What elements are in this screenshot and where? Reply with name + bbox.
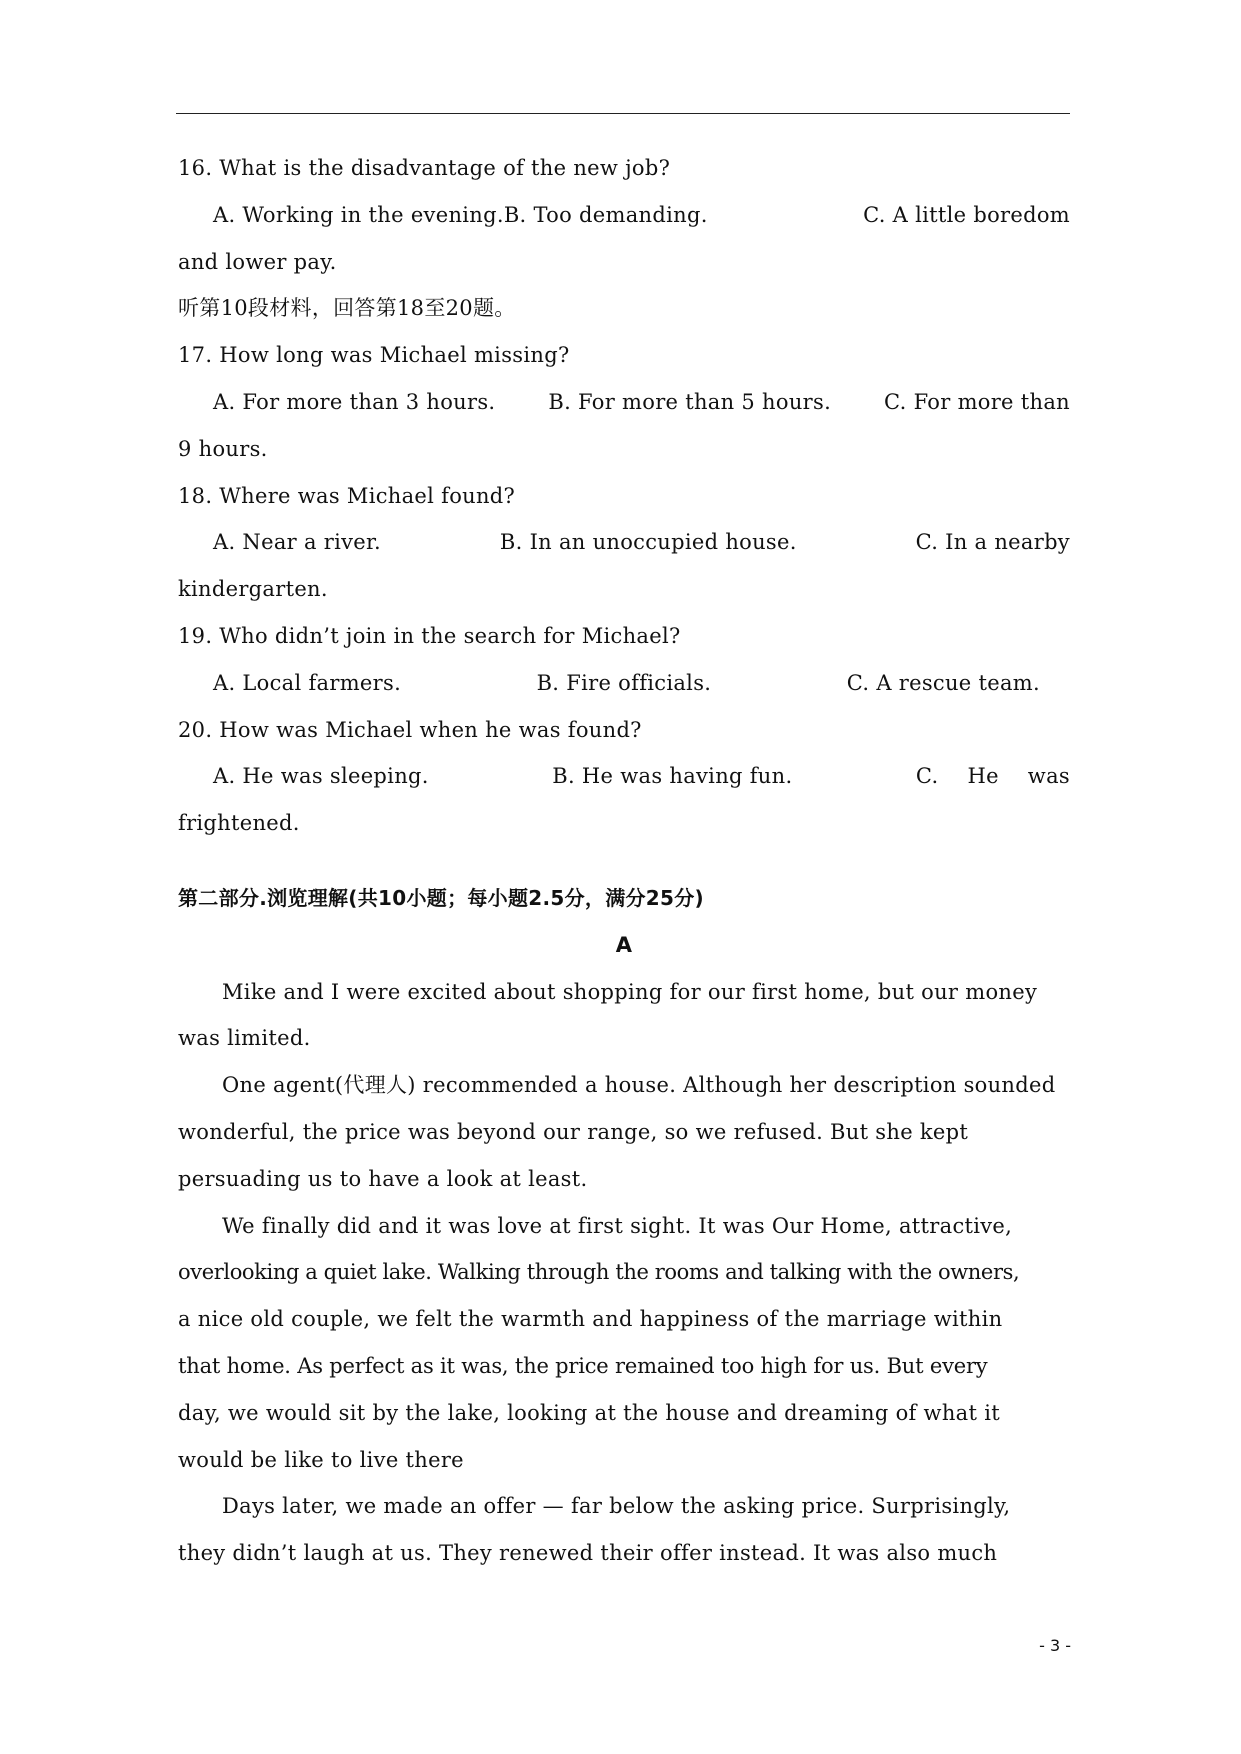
option-b: B. For more than 5 hours. bbox=[548, 389, 832, 414]
passage-line: persuading us to have a look at least. bbox=[178, 1166, 588, 1191]
passage-label: A bbox=[615, 932, 633, 957]
header-rule bbox=[176, 113, 1070, 114]
section-title: 第二部分.浏览理解(共10小题；每小题2.5分，满分25分) bbox=[178, 885, 704, 910]
option-a: A. He was sleeping. bbox=[213, 764, 429, 789]
option-c: C. For more than bbox=[884, 389, 1070, 414]
passage-line: that home. As perfect as it was, the price remained too high for us. But every bbox=[178, 1353, 988, 1378]
option-c: C. He was bbox=[915, 764, 1070, 789]
question-18-options bbox=[178, 519, 1070, 566]
question-17-options bbox=[178, 379, 1070, 426]
passage-line: a nice old couple, we felt the warmth and happiness of the marriage within bbox=[178, 1307, 1003, 1332]
question-18: 18. Where was Michael found? bbox=[178, 483, 516, 508]
question-16: 16. What is the disadvantage of the new job? bbox=[178, 156, 671, 180]
passage-line: day, we would sit by the lake, looking at the house and dreaming of what it bbox=[178, 1400, 1000, 1425]
option-b: B. Fire officials. bbox=[536, 670, 712, 695]
option-a: A. Local farmers. bbox=[213, 670, 402, 695]
question-16-options bbox=[178, 192, 1070, 239]
option-c-continued: frightened. bbox=[178, 811, 300, 836]
option-b: B. He was having fun. bbox=[552, 764, 793, 789]
question-19-options bbox=[178, 660, 1070, 707]
passage-line: We finally did and it was love at first sight. It was Our Home, attractive, bbox=[222, 1213, 1013, 1238]
question-17: 17. How long was Michael missing? bbox=[178, 343, 570, 368]
passage-line: would be like to live there bbox=[178, 1447, 464, 1472]
question-20: 20. How was Michael when he was found? bbox=[178, 717, 642, 742]
option-c-continued: 9 hours. bbox=[178, 436, 268, 461]
option-c: C. In a nearby bbox=[915, 530, 1070, 555]
option-b: B. In an unoccupied house. bbox=[499, 530, 797, 555]
passage-line: Mike and I were excited about shopping for our first home, but our money bbox=[222, 979, 1038, 1004]
option-a: A. For more than 3 hours. bbox=[213, 389, 496, 414]
spacer bbox=[178, 847, 1070, 875]
option-c-continued: and lower pay. bbox=[178, 249, 337, 274]
option-c-continued: kindergarten. bbox=[178, 577, 328, 602]
page-number: - 3 - bbox=[1039, 1636, 1071, 1655]
passage-line: Days later, we made an offer — far below the asking price. Surprisingly, bbox=[222, 1494, 1011, 1519]
option-a: A. Near a river. bbox=[213, 530, 382, 555]
option-a: A. Working in the evening.B. Too demanding. bbox=[213, 202, 708, 227]
question-20-options bbox=[178, 753, 1070, 800]
passage-line: overlooking a quiet lake. Walking through the rooms and talking with the owners, bbox=[178, 1260, 1020, 1285]
question-19: 19. Who didn’t join in the search for Michael? bbox=[178, 623, 681, 648]
page-content bbox=[178, 145, 1070, 1577]
passage-line: wonderful, the price was beyond our range, so we refused. But she kept bbox=[178, 1119, 969, 1144]
option-c: C. A rescue team. bbox=[846, 670, 1040, 695]
option-c: C. A little boredom bbox=[863, 202, 1070, 227]
passage-line: One agent(代理人) recommended a house. Although her description sounded bbox=[222, 1073, 1056, 1098]
listening-instruction: 听第10段材料，回答第18至20题。 bbox=[178, 296, 516, 321]
passage-line: was limited. bbox=[178, 1026, 311, 1051]
passage-line: they didn’t laugh at us. They renewed their offer instead. It was also much bbox=[178, 1541, 998, 1566]
